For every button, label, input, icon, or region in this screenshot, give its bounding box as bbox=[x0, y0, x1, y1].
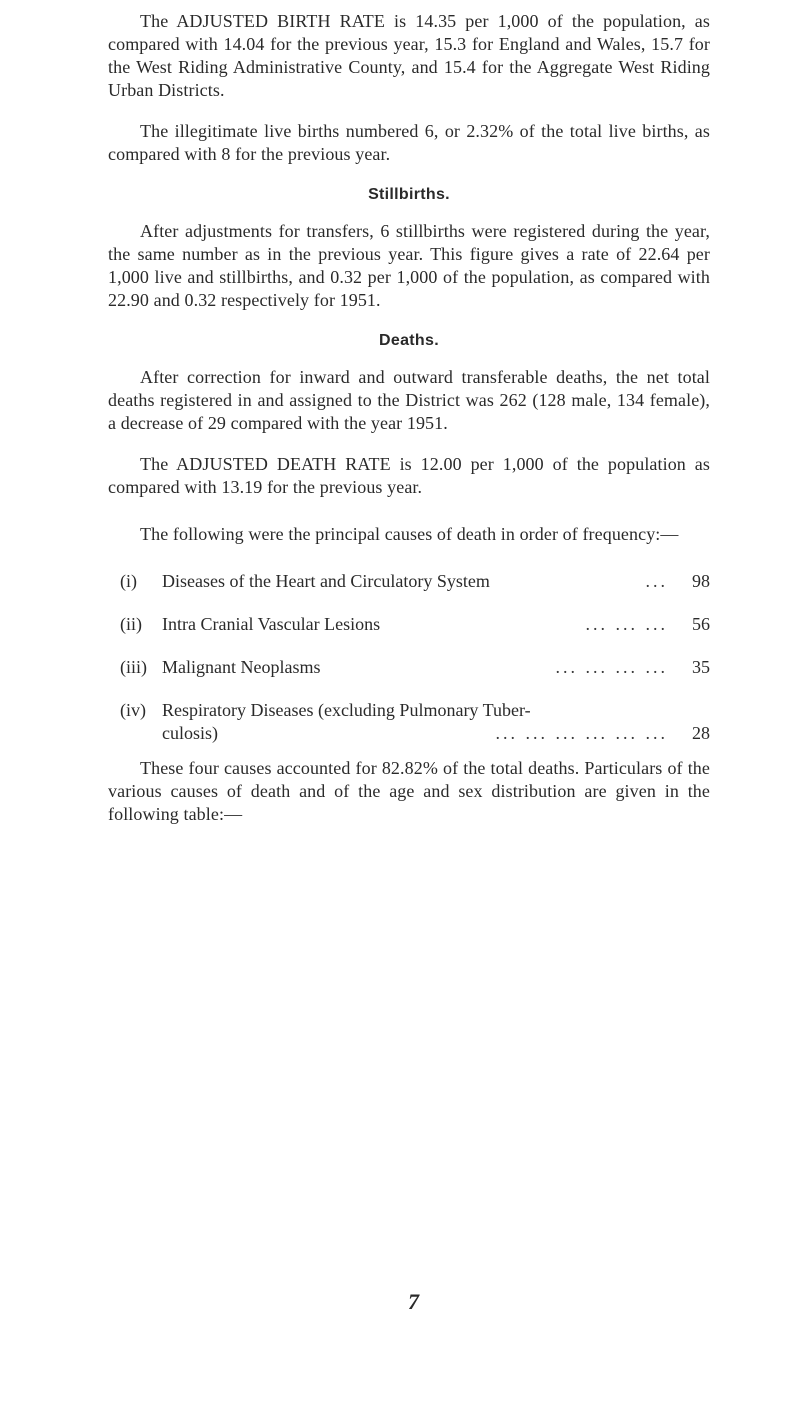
cause-number: (ii) bbox=[120, 614, 142, 634]
cause-count: 28 bbox=[692, 723, 710, 743]
cause-item bbox=[108, 699, 710, 745]
cause-label-continued: culosis) bbox=[162, 723, 218, 743]
cause-item bbox=[108, 656, 710, 679]
cause-count: 35 bbox=[692, 657, 710, 677]
death-rate-paragraph: The ADJUSTED DEATH RATE is 12.00 per 1,000 of the population as compared with 13.19 for the previous year. bbox=[108, 454, 710, 497]
dot-leader: ... ... ... ... bbox=[555, 657, 668, 677]
cause-count: 56 bbox=[692, 614, 710, 634]
cause-number: (iii) bbox=[120, 657, 147, 677]
causes-intro-paragraph: The following were the principal causes of death in order of frequency:— bbox=[140, 524, 679, 544]
cause-label: Malignant Neoplasms bbox=[162, 657, 321, 677]
stillbirths-paragraph: After adjustments for transfers, 6 stillbirths were registered during the year, the same number as in the previous year. This figure gives a rate of 22.64 per 1,000 live and stillbirths, and 0.32 per 1,000 of the population, as compared with 22.90 and 0.32 respectively for 1951. bbox=[108, 221, 710, 310]
cause-item bbox=[108, 570, 710, 593]
cause-label: Intra Cranial Vascular Lesions bbox=[162, 614, 381, 634]
cause-item bbox=[108, 613, 710, 636]
causes-of-death-list bbox=[108, 570, 710, 745]
illegitimate-births-paragraph: The illegitimate live births numbered 6, or 2.32% of the total live births, as compared with 8 for the previous year. bbox=[108, 121, 710, 164]
birth-rate-paragraph: The ADJUSTED BIRTH RATE is 14.35 per 1,000 of the population, as compared with 14.04 for the previous year, 15.3 for England and Wales, 15.7 for the West Riding Administrative County, and 15.4 for the Aggregate West Riding Urban Districts. bbox=[108, 11, 710, 100]
cause-label: Diseases of the Heart and Circulatory System bbox=[162, 571, 490, 591]
net-deaths-paragraph: After correction for inward and outward transferable deaths, the net total deaths registered in and assigned to the District was 262 (128 male, 134 female), a decrease of 29 compared with the year 1951. bbox=[108, 367, 710, 433]
cause-count: 98 bbox=[692, 571, 710, 591]
cause-number: (i) bbox=[120, 571, 137, 591]
dot-leader: ... ... ... ... ... ... bbox=[495, 723, 668, 743]
deaths-heading: Deaths. bbox=[379, 332, 439, 349]
dot-leader: ... bbox=[645, 571, 668, 591]
cause-number: (iv) bbox=[120, 700, 146, 720]
dot-leader: ... ... ... bbox=[585, 614, 668, 634]
cause-label: Respiratory Diseases (excluding Pulmonary Tuber- bbox=[162, 700, 531, 720]
page-number: 7 bbox=[408, 1289, 419, 1314]
summary-paragraph: These four causes accounted for 82.82% of the total deaths. Particulars of the various causes of death and of the age and sex distribution are given in the following table:— bbox=[108, 758, 710, 824]
document-page bbox=[108, 10, 710, 826]
stillbirths-heading: Stillbirths. bbox=[368, 186, 450, 203]
